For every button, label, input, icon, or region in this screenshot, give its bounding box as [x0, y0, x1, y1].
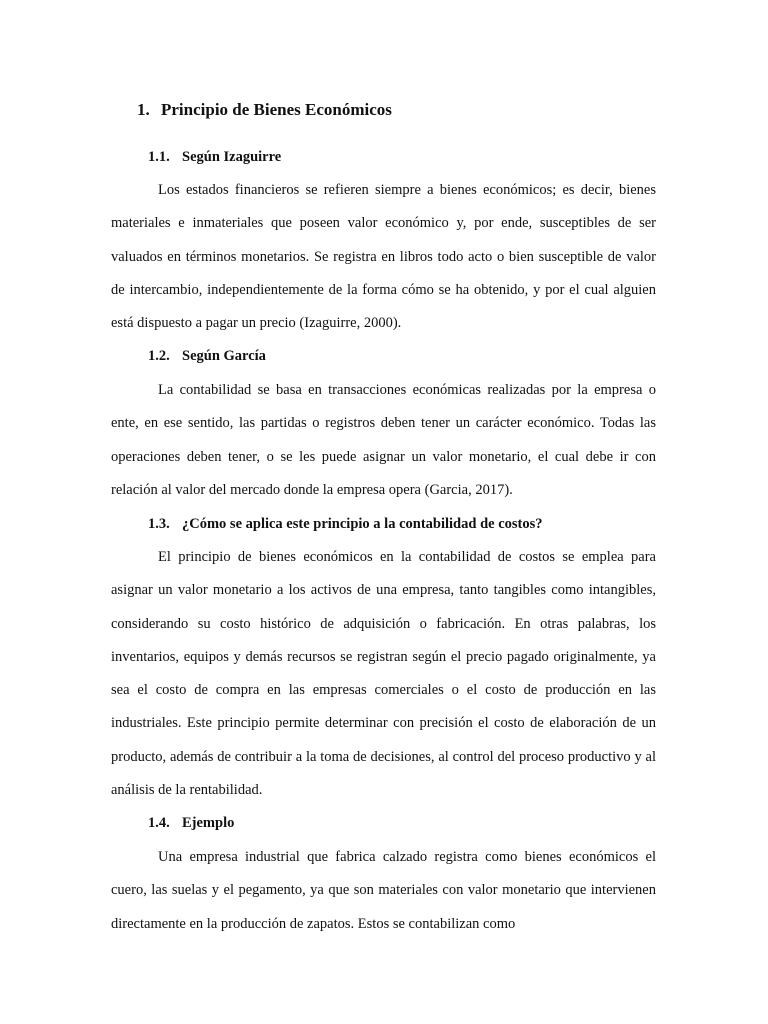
- section-heading-garcia: [148, 348, 266, 365]
- section-title: Según García: [182, 348, 266, 364]
- section-title: Según Izaguirre: [182, 149, 282, 165]
- paragraph-izaguirre: Los estados financieros se refieren siempre a bienes económicos; es decir, bienes materiales e inmateriales que poseen valor económico y, por ende, susceptibles de ser valuados en términos monetarios. Se registra en libros todo acto o bien susceptible de valor de intercambio, independientemente de la forma cómo se ha obtenido, y por el cual alguien está dispuesto a pagar un precio (Izaguirre, 2000).: [111, 182, 656, 332]
- section-title: ¿Cómo se aplica este principio a la contabilidad de costos?: [182, 516, 543, 532]
- paragraph-ejemplo: Una empresa industrial que fabrica calzado registra como bienes económicos el cuero, las suelas y el pegamento, ya que son materiales con valor monetario que intervienen directamente en la producción de zapatos. Estos se contabilizan como: [111, 849, 656, 932]
- paragraph-aplicacion: El principio de bienes económicos en la contabilidad de costos se emplea para asignar un valor monetario a los activos de una empresa, tanto tangibles como intangibles, considerando su costo histórico de adquisición o fabricación. En otras palabras, los inventarios, equipos y demás recursos se registran según el precio pagado originalmente, ya sea el costo de compra en las empresas comerciales o el costo de producción en las industriales. Este principio permite determinar con precisión el costo de elaboración de un producto, además de contribuir a la toma de decisiones, al control del proceso productivo y al análisis de la rentabilidad.: [111, 549, 656, 799]
- section-number: 1.1.: [148, 149, 170, 165]
- main-heading: [137, 100, 392, 120]
- section-number: 1.2.: [148, 348, 170, 364]
- section-heading-ejemplo: [148, 815, 234, 832]
- section-heading-aplicacion: [148, 516, 543, 533]
- section-heading-izaguirre: [148, 149, 281, 166]
- section-number: 1.3.: [148, 516, 170, 532]
- main-heading-number: 1.: [137, 100, 150, 119]
- section-title: Ejemplo: [182, 815, 235, 831]
- paragraph-garcia: La contabilidad se basa en transacciones económicas realizadas por la empresa o ente, en ese sentido, las partidas o registros deben tener un carácter económico. Todas las operaciones deben tener, o se les puede asignar un valor monetario, el cual debe ir con relación al valor del mercado donde la empresa opera (Garcia, 2017).: [111, 382, 656, 498]
- main-heading-title: Principio de Bienes Económicos: [161, 100, 392, 119]
- section-number: 1.4.: [148, 815, 170, 831]
